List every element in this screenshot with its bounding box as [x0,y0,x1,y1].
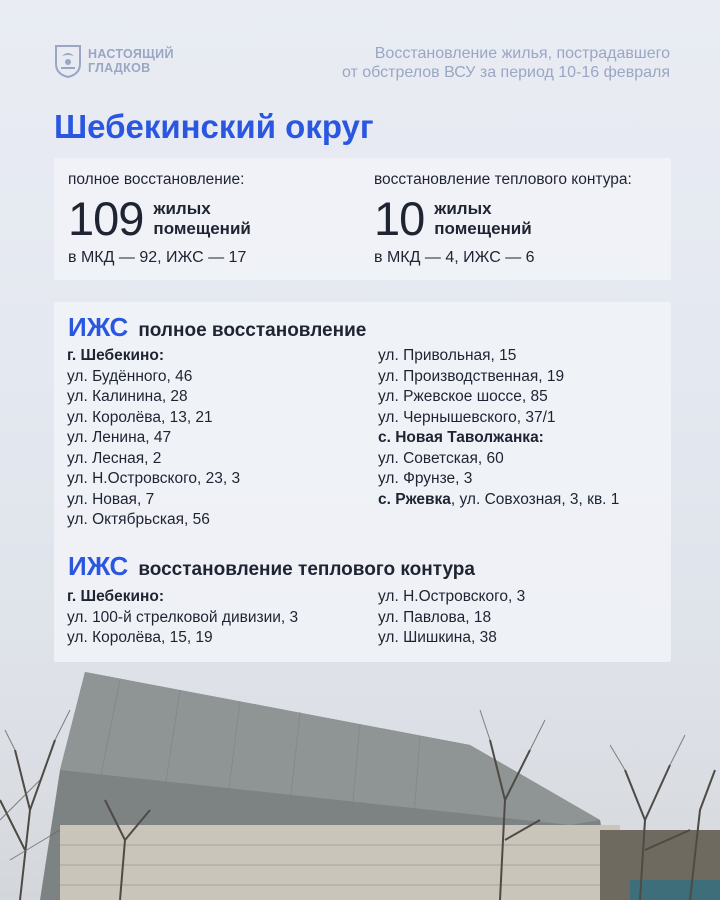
list-item: ул. Лесная, 2 [67,449,162,467]
list-item: ул. Шишкина, 38 [378,629,497,646]
page-title: Шебекинский округ [54,108,374,145]
section1-village2-address: , ул. Совхозная, 3, кв. 1 [450,490,620,508]
section1-heading [68,312,366,343]
section2-title: восстановление теплового контура [138,559,475,580]
section1-city: г. Шебекино: [67,347,164,364]
logo-line-2: ГЛАДКОВ [88,61,151,75]
list-item: ул. Королёва, 13, 21 [67,408,213,426]
list-item: ул. Октябрьская, 56 [67,511,210,528]
header-title-line-1: Восстановление жилья, пострадавшего [374,45,670,62]
stat-full [68,171,251,267]
list-item: ул. Чернышевского, 37/1 [378,408,556,426]
stat-thermal-breakdown: в МКД — 4, ИЖС — 6 [374,249,535,266]
list-item: ул. Ленина, 47 [67,429,172,446]
header [54,44,670,84]
list-item: ул. Н.Островского, 23, 3 [67,470,241,487]
list-item: ул. Фрунзе, 3 [378,470,473,487]
section2-tag: ИЖС [68,551,129,581]
stat-full-unit-1: жилых [153,199,211,218]
stats-card [54,158,671,280]
list-item: ул. Производственная, 19 [378,367,565,385]
header-title-line-2: от обстрелов ВСУ за период 10-16 февраля [341,64,670,81]
list-item: ул. Павлова, 18 [378,608,492,626]
section2-heading [68,551,475,582]
list-item: ул. Советская, 60 [378,449,504,467]
list-item: ул. Новая, 7 [67,490,155,508]
section1-left-list [67,346,240,531]
list-item: ул. Н.Островского, 3 [378,588,526,605]
stat-thermal-unit-1: жилых [434,199,492,218]
stat-full-unit-2: помещений [153,219,251,238]
addresses-card [54,302,671,662]
list-item: ул. Привольная, 15 [378,347,517,364]
logo [54,44,174,78]
list-item: ул. Ржевское шоссе, 85 [378,388,548,405]
stat-full-label: полное восстановление: [68,171,245,188]
logo-line-1: НАСТОЯЩИЙ [88,47,174,61]
header-title [342,44,670,82]
emblem-icon [54,44,82,78]
section2-right-list [378,587,525,649]
section2-left-list [67,587,298,649]
section1-village2: с. Ржевка [378,490,451,508]
stat-thermal-number: 10 [374,192,425,245]
list-item-rzhevka [378,490,619,511]
list-item: ул. 100-й стрелковой дивизии, 3 [67,608,299,626]
background-photo [0,650,720,900]
section1-title: полное восстановление [138,320,367,341]
section2-city: г. Шебекино: [67,588,164,605]
list-item: ул. Калинина, 28 [67,388,188,405]
stat-thermal [374,171,632,267]
stat-thermal-label: восстановление теплового контура: [374,171,632,188]
section1-tag: ИЖС [68,312,129,342]
stat-thermal-unit-2: помещений [434,219,532,238]
stat-full-breakdown: в МКД — 92, ИЖС — 17 [68,249,247,266]
stat-full-number: 109 [68,192,144,245]
section1-right-list [378,346,619,510]
section1-village1: с. Новая Таволжанка: [378,429,544,446]
list-item: ул. Будённого, 46 [67,367,193,385]
list-item: ул. Королёва, 15, 19 [67,629,213,646]
